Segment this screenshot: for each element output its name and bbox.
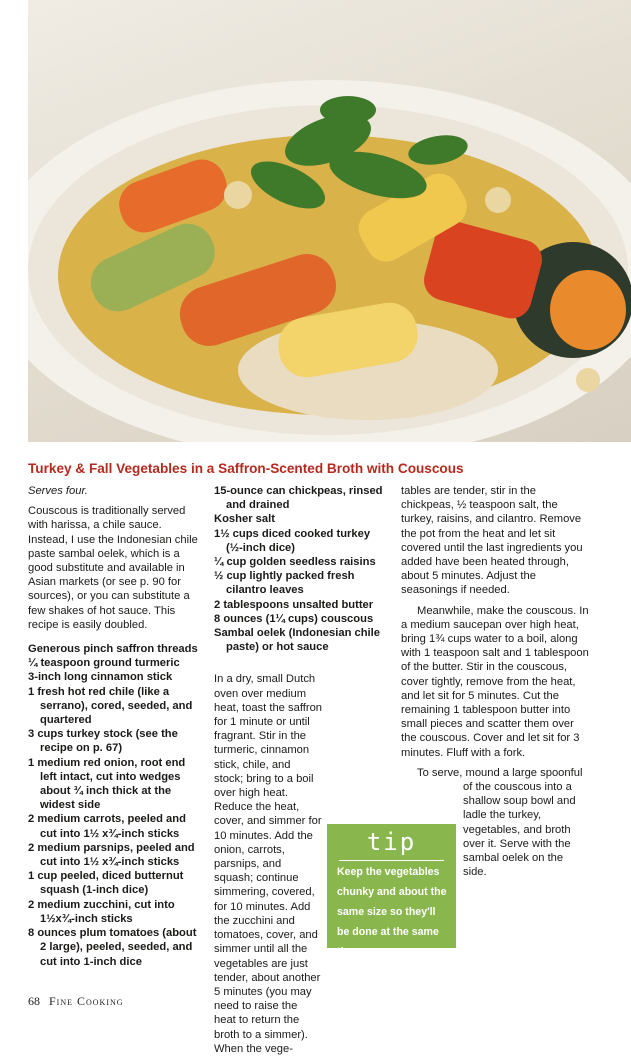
ingredient-list-2 — [214, 484, 388, 654]
ingredient-item: Sambal oelek (Indonesian chile paste) or hot sauce — [214, 627, 380, 654]
ingredient-item: ¼ cup golden seedless raisins — [214, 556, 376, 569]
tip-label: tip — [327, 828, 456, 856]
tip-text: Keep the vegetables chunky and about the same size so they'll be done at the same time. — [337, 866, 447, 958]
ingredient-item: Generous pinch saffron threads — [28, 643, 198, 656]
recipe-title: Turkey & Fall Vegetables in a Saffron-Scented Broth with Couscous — [28, 461, 464, 476]
ingredient-item: 1½ cups diced cooked turkey (½-inch dice) — [214, 527, 371, 554]
ingredient-item: 3-inch long cinnamon stick — [28, 671, 173, 684]
hero-photo — [28, 0, 631, 442]
method-step-3: Meanwhile, make the couscous. In a medium saucepan over high heat, bring 1¾ cups water to a boil, along with 1 teaspoon salt and 1 tablespoon of the butter. Stir in the couscous, cover tightly, remove from the heat, and let sit for 5 minutes. Cut the remaining 1 tablespoon butter into small pieces and scatter them over the couscous. Cover and let sit for 3 minutes. Fluff with a fork. — [401, 604, 589, 759]
column-1 — [28, 484, 200, 969]
ingredient-item: 1 medium red onion, root end left intact, cut into wedges about ¾ inch thick at the widest side — [28, 756, 186, 812]
ingredient-item: ¼ teaspoon ground turmeric — [28, 657, 180, 670]
ingredient-item: 2 medium zucchini, cut into 1½x¾-inch sticks — [28, 898, 175, 925]
ingredient-item: 15-ounce can chickpeas, rinsed and drained — [214, 485, 383, 512]
magazine-name: Fine Cooking — [49, 994, 124, 1008]
page-footer — [28, 994, 124, 1009]
ingredient-item: 8 ounces (1¼ cups) couscous — [214, 612, 374, 625]
serves-note: Serves four. — [28, 485, 88, 497]
ingredient-item: 2 medium carrots, peeled and cut into 1½ x¾-inch sticks — [28, 813, 186, 840]
ingredient-item: Kosher salt — [214, 513, 275, 526]
column-3 — [401, 484, 589, 885]
method-step-2: tables are tender, stir in the chickpeas, ½ teaspoon salt, the turkey, raisins, and cilantro. Remove the pot from the heat and let sit covered until the last ingredients you added have been heated through, about 5 minutes. Adjust the seasonings if needed. — [401, 485, 583, 597]
method-step-1: In a dry, small Dutch oven over medium heat, toast the saffron for 1 minute or until fragrant. Stir in the turmeric, cinnamon stick, chile, and stock; bring to a boil over high heat. Reduce the heat, cover, and simmer for 10 minutes. Add the onion, carrots, parsnips, and squash; continue simmering, covered, for 10 minutes. Add the zucchini and tomatoes, cover, and simmer until all the vegetables are just tender, about another 5 minutes (you may need to raise the heat to return the broth to a simmer). When the vege- — [214, 673, 323, 1055]
ingredient-item: 3 cups turkey stock (see the recipe on p. 67) — [28, 728, 178, 755]
ingredient-item: 8 ounces plum tomatoes (about 2 large), peeled, seeded, and cut into 1-inch dice — [28, 927, 197, 968]
ingredient-item: 1 fresh hot red chile (like a serrano), cored, seeded, and quartered — [28, 685, 193, 727]
column-2 — [214, 484, 388, 1062]
intro-text: Couscous is traditionally served with harissa, a chile sauce. Instead, I use the Indonesian chile paste sambal oelek, which is a good substitute and available in Asian markets (or see p. 90 for sources), or you can substitute a few shakes of hot sauce. This recipe is easily doubled. — [28, 505, 198, 631]
ingredient-list-1 — [28, 642, 200, 969]
ingredient-item: ½ cup lightly packed fresh cilantro leaves — [214, 570, 355, 597]
ingredient-item: 2 medium parsnips, peeled and cut into 1½ x¾-inch sticks — [28, 841, 195, 869]
ingredient-item: 1 cup peeled, diced butternut squash (1-inch dice) — [28, 870, 184, 897]
page-number: 68 — [28, 994, 40, 1008]
method-step-4: To serve, mound a large spoonful of the couscous into a shallow soup bowl and ladle the turkey, vegetables, and broth over it. Serve with the sambal oelek on the side. — [417, 766, 583, 879]
soup-bowl-illustration — [28, 0, 631, 442]
ingredient-item: 2 tablespoons unsalted butter — [214, 598, 374, 611]
